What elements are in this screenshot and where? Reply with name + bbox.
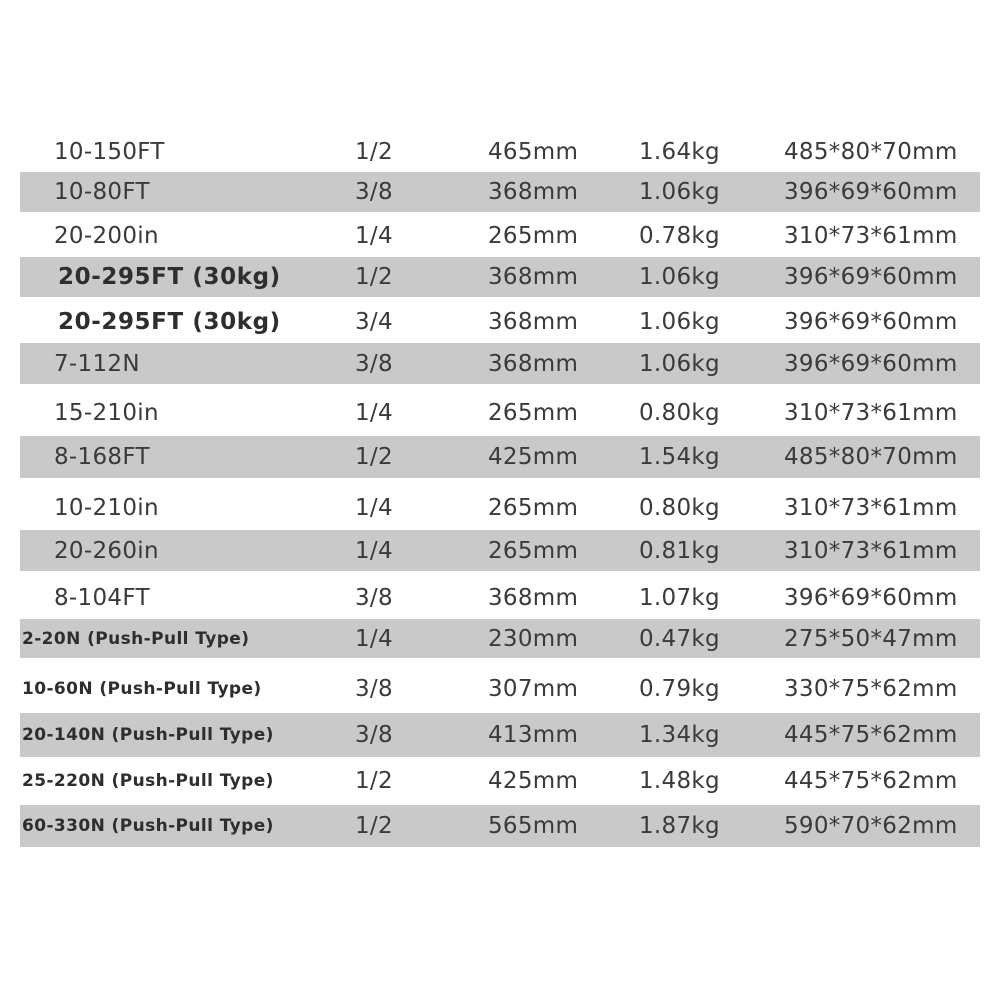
weight-cell: 0.81kg <box>639 537 720 564</box>
table-row <box>20 713 980 757</box>
weight-cell: 1.06kg <box>639 179 720 205</box>
size-cell: 1/4 <box>355 537 393 564</box>
range-cell: 10-80FT <box>54 179 150 205</box>
weight-cell: 1.87kg <box>639 813 720 839</box>
table-row <box>20 343 980 384</box>
length-cell: 368mm <box>488 179 579 205</box>
length-cell: 265mm <box>488 399 579 426</box>
table-row <box>20 300 980 343</box>
table-row <box>20 758 980 804</box>
dimensions-cell: 590*70*62mm <box>784 813 958 839</box>
dimensions-cell: 310*73*61mm <box>784 494 958 521</box>
length-cell: 368mm <box>488 350 579 377</box>
dimensions-cell: 396*69*60mm <box>784 264 958 290</box>
range-cell: 8-168FT <box>54 444 150 470</box>
length-cell: 465mm <box>488 139 579 165</box>
size-cell: 1/4 <box>355 399 393 426</box>
length-cell: 368mm <box>488 264 579 290</box>
length-cell: 307mm <box>488 676 579 702</box>
dimensions-cell: 310*73*61mm <box>784 537 958 564</box>
weight-cell: 1.34kg <box>639 722 720 748</box>
table-row <box>20 485 980 530</box>
dimensions-cell: 330*75*62mm <box>784 676 958 702</box>
range-cell: 20-295FT (30kg) <box>58 308 281 335</box>
length-cell: 425mm <box>488 444 579 470</box>
size-cell: 1/2 <box>355 768 393 794</box>
range-cell: 2-20N (Push-Pull Type) <box>22 628 250 649</box>
size-cell: 1/4 <box>355 625 393 652</box>
dimensions-cell: 396*69*60mm <box>784 584 958 611</box>
range-cell: 15-210in <box>54 399 159 426</box>
size-cell: 1/2 <box>355 139 393 165</box>
dimensions-cell: 445*75*62mm <box>784 768 958 794</box>
size-cell: 3/8 <box>355 676 393 702</box>
range-cell: 25-220N (Push-Pull Type) <box>22 771 274 791</box>
length-cell: 368mm <box>488 584 579 611</box>
range-cell: 10-150FT <box>54 139 165 165</box>
table-row <box>20 666 980 712</box>
weight-cell: 1.64kg <box>639 139 720 165</box>
range-cell: 60-330N (Push-Pull Type) <box>22 816 274 836</box>
size-cell: 3/8 <box>355 584 393 611</box>
weight-cell: 1.07kg <box>639 584 720 611</box>
dimensions-cell: 485*80*70mm <box>784 444 958 470</box>
range-cell: 7-112N <box>54 350 140 377</box>
size-cell: 1/2 <box>355 813 393 839</box>
weight-cell: 1.06kg <box>639 264 720 290</box>
table-row <box>20 805 980 847</box>
weight-cell: 1.06kg <box>639 350 720 377</box>
length-cell: 265mm <box>488 494 579 521</box>
table-row <box>20 390 980 435</box>
range-cell: 20-140N (Push-Pull Type) <box>22 725 274 745</box>
range-cell: 20-260in <box>54 537 159 564</box>
length-cell: 413mm <box>488 722 579 748</box>
length-cell: 425mm <box>488 768 579 794</box>
weight-cell: 1.48kg <box>639 768 720 794</box>
table-row <box>20 436 980 478</box>
dimensions-cell: 445*75*62mm <box>784 722 958 748</box>
range-cell: 8-104FT <box>54 584 150 611</box>
table-row <box>20 172 980 212</box>
table-row <box>20 530 980 571</box>
size-cell: 1/2 <box>355 264 393 290</box>
size-cell: 3/8 <box>355 350 393 377</box>
length-cell: 265mm <box>488 223 579 249</box>
length-cell: 565mm <box>488 813 579 839</box>
size-cell: 1/2 <box>355 444 393 470</box>
dimensions-cell: 310*73*61mm <box>784 399 958 426</box>
range-cell: 10-60N (Push-Pull Type) <box>22 679 262 699</box>
length-cell: 368mm <box>488 308 579 335</box>
dimensions-cell: 310*73*61mm <box>784 223 958 249</box>
weight-cell: 0.80kg <box>639 494 720 521</box>
length-cell: 265mm <box>488 537 579 564</box>
dimensions-cell: 396*69*60mm <box>784 179 958 205</box>
size-cell: 3/8 <box>355 722 393 748</box>
weight-cell: 1.06kg <box>639 308 720 335</box>
weight-cell: 0.47kg <box>639 625 720 652</box>
table-row <box>20 619 980 658</box>
size-cell: 3/8 <box>355 179 393 205</box>
table-row <box>20 257 980 297</box>
weight-cell: 0.79kg <box>639 676 720 702</box>
dimensions-cell: 396*69*60mm <box>784 350 958 377</box>
weight-cell: 1.54kg <box>639 444 720 470</box>
weight-cell: 0.80kg <box>639 399 720 426</box>
dimensions-cell: 275*50*47mm <box>784 625 958 652</box>
size-cell: 3/4 <box>355 308 393 335</box>
table-row <box>20 215 980 257</box>
dimensions-cell: 485*80*70mm <box>784 139 958 165</box>
size-cell: 1/4 <box>355 223 393 249</box>
range-cell: 20-200in <box>54 223 159 249</box>
range-cell: 10-210in <box>54 494 159 521</box>
dimensions-cell: 396*69*60mm <box>784 308 958 335</box>
table-row <box>20 130 980 174</box>
length-cell: 230mm <box>488 625 579 652</box>
range-cell: 20-295FT (30kg) <box>58 264 281 290</box>
weight-cell: 0.78kg <box>639 223 720 249</box>
size-cell: 1/4 <box>355 494 393 521</box>
table-row <box>20 576 980 619</box>
